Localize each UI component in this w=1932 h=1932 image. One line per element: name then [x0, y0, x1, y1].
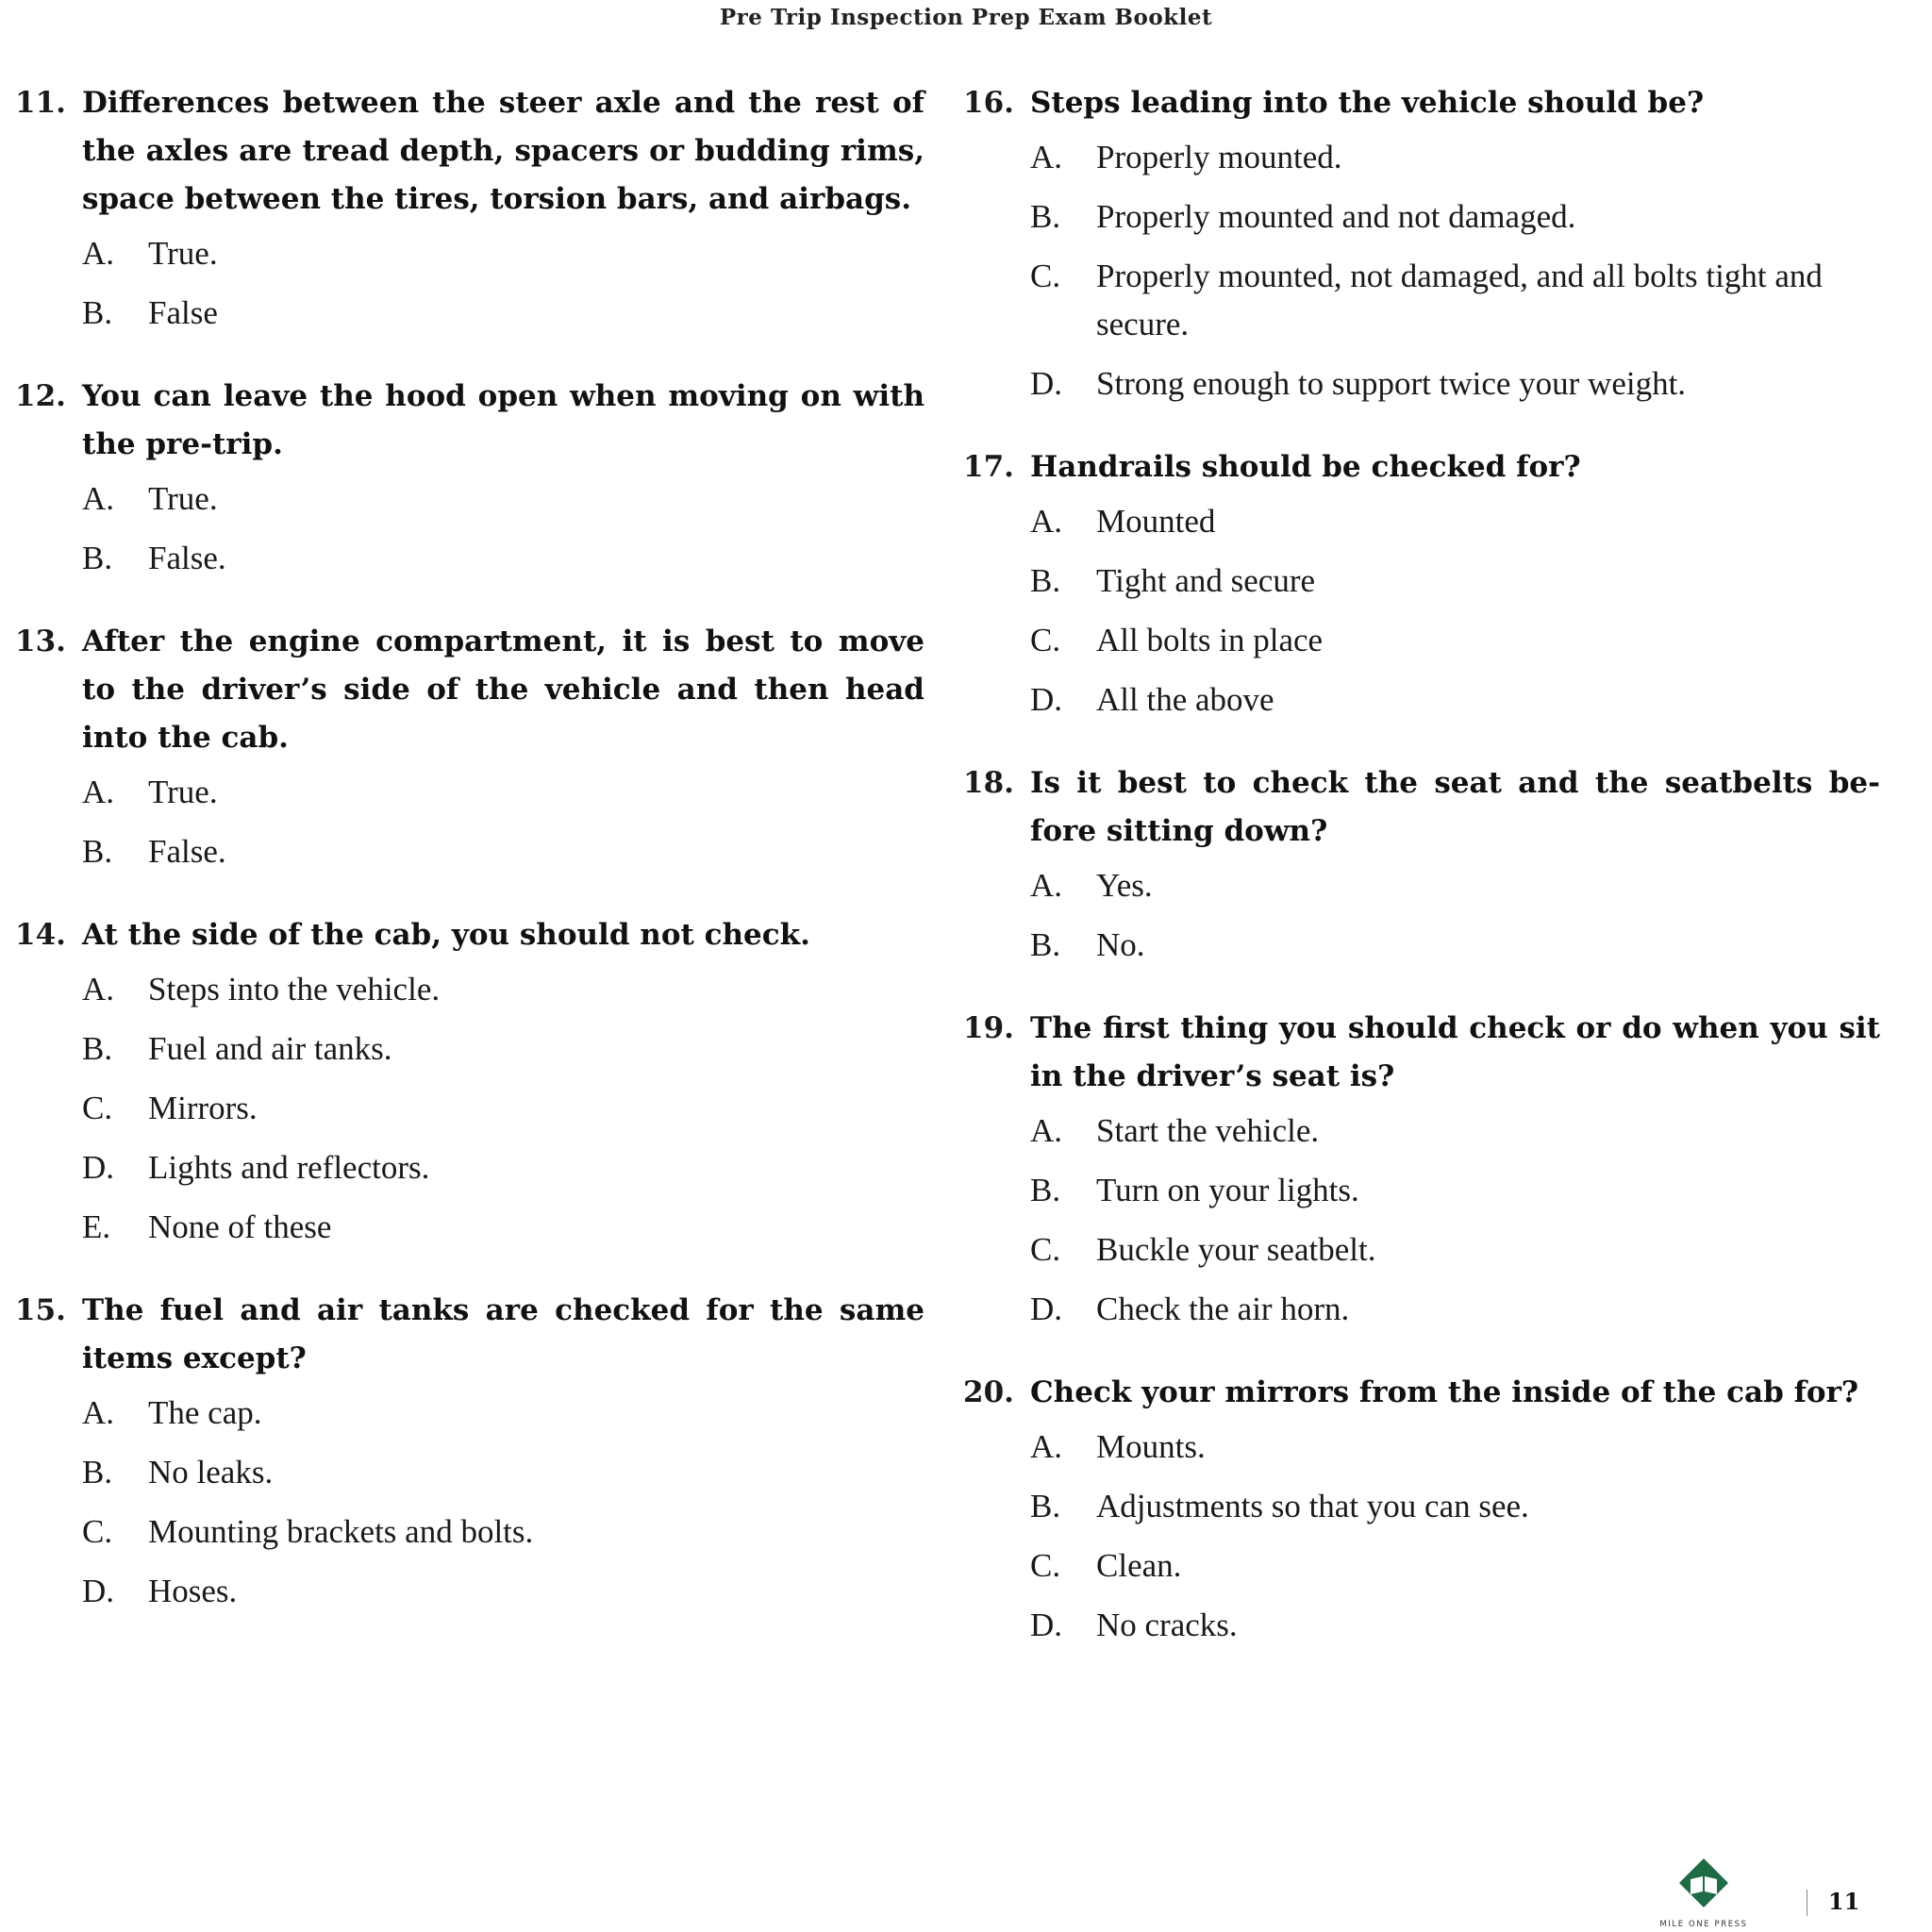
option-text: Mounts. [1096, 1428, 1206, 1465]
question-number: 19. [963, 1011, 1014, 1045]
option-text: False. [148, 833, 226, 870]
question-text: The fuel and air tanks are checked for the same items except? [82, 1293, 924, 1375]
logo-diamond [1679, 1858, 1728, 1907]
answer-option [963, 1166, 1880, 1214]
option-letter: B. [1030, 1172, 1061, 1208]
question-text: Differences between the steer axle and the rest of the axles are tread depth, spacers or budding rims, space between the tires, torsion bars, and airbags. [82, 86, 924, 216]
question [15, 373, 924, 582]
answer-options [963, 497, 1880, 724]
answer-option [15, 475, 924, 523]
option-text: False [148, 294, 218, 331]
option-text: True. [148, 774, 218, 810]
answer-option [963, 359, 1880, 408]
option-letter: D. [1030, 1291, 1063, 1327]
option-text: Adjustments so that you can see. [1096, 1488, 1529, 1524]
running-header: Pre Trip Inspection Prep Exam Booklet [719, 5, 1213, 30]
option-text: Properly mounted, not damaged, and all bolts tight and secure. [1096, 258, 1823, 342]
option-text: Properly mounted and not damaged. [1096, 198, 1576, 235]
answer-option [963, 861, 1880, 909]
option-letter: B. [1030, 926, 1061, 963]
page-number: 11 [1828, 1888, 1860, 1915]
option-letter: B. [82, 540, 113, 576]
answer-option [963, 616, 1880, 664]
question-number: 16. [963, 86, 1014, 120]
option-text: Mounting brackets and bolts. [148, 1513, 534, 1550]
question-number: 18. [963, 766, 1014, 800]
question-text: At the side of the cab, you should not check. [82, 918, 810, 952]
question-text: Handrails should be checked for? [1030, 450, 1581, 484]
option-letter: C. [82, 1513, 113, 1550]
option-letter: B. [1030, 1488, 1061, 1524]
option-letter: D. [82, 1149, 115, 1186]
answer-option [15, 534, 924, 582]
option-letter: C. [1030, 258, 1061, 294]
question-number: 14. [15, 918, 66, 952]
question-number: 20. [963, 1375, 1014, 1409]
option-letter: A. [82, 1394, 115, 1431]
question-text: You can leave the hood open when moving on with the pre-trip. [82, 379, 924, 461]
option-text: Tight and secure [1096, 562, 1316, 599]
answer-option [963, 497, 1880, 545]
option-letter: B. [82, 1454, 113, 1491]
option-letter: C. [82, 1090, 113, 1126]
option-text: Strong enough to support twice your weight. [1096, 365, 1687, 402]
option-letter: A. [82, 480, 115, 517]
option-letter: D. [1030, 681, 1063, 718]
option-letter: D. [1030, 365, 1063, 402]
left-column [15, 79, 924, 1651]
answer-option [15, 1203, 924, 1251]
answer-option [15, 1448, 924, 1496]
answer-options [15, 1389, 924, 1615]
question-number: 17. [963, 450, 1014, 484]
option-text: None of these [148, 1208, 332, 1245]
option-letter: A. [1030, 867, 1063, 904]
question-number: 12. [15, 379, 66, 413]
question [963, 1005, 1880, 1333]
answer-option [15, 768, 924, 816]
option-letter: C. [1030, 622, 1061, 658]
question-number: 15. [15, 1293, 66, 1327]
option-letter: C. [1030, 1547, 1061, 1584]
option-text: All the above [1096, 681, 1274, 718]
answer-option [15, 827, 924, 875]
option-letter: C. [1030, 1231, 1061, 1268]
answer-option [15, 965, 924, 1013]
question [15, 618, 924, 875]
answer-options [963, 133, 1880, 408]
option-text: Turn on your lights. [1096, 1172, 1359, 1208]
option-letter: A. [82, 235, 115, 272]
option-letter: B. [82, 1030, 113, 1067]
answer-option [963, 1601, 1880, 1649]
option-letter: B. [1030, 562, 1061, 599]
answer-options [963, 1423, 1880, 1649]
question-number: 11. [15, 86, 66, 120]
answer-option [963, 1107, 1880, 1155]
option-letter: A. [1030, 1428, 1063, 1465]
option-text: All bolts in place [1096, 622, 1324, 658]
option-letter: B. [82, 294, 113, 331]
question [15, 79, 924, 337]
right-column [963, 79, 1880, 1685]
option-text: True. [148, 480, 218, 517]
answer-option [963, 252, 1880, 348]
question-text: Check your mirrors from the inside of the cab for? [1030, 1375, 1859, 1409]
option-letter: A. [1030, 1112, 1063, 1149]
option-text: Steps into the vehicle. [148, 971, 441, 1008]
option-text: Clean. [1096, 1547, 1182, 1584]
answer-options [15, 768, 924, 875]
answer-option [963, 192, 1880, 241]
answer-option [963, 1225, 1880, 1274]
answer-option [15, 289, 924, 337]
option-text: Properly mounted. [1096, 139, 1342, 175]
option-text: Mirrors. [148, 1090, 258, 1126]
answer-option [963, 1285, 1880, 1333]
question-text: Is it best to check the seat and the seatbelts be-fore sitting down? [1030, 766, 1880, 848]
question-text: Steps leading into the vehicle should be? [1030, 86, 1705, 120]
answer-options [963, 861, 1880, 969]
option-letter: A. [1030, 139, 1063, 175]
option-text: No. [1096, 926, 1145, 963]
question [963, 443, 1880, 724]
answer-option [15, 229, 924, 277]
question [963, 79, 1880, 408]
answer-option [963, 133, 1880, 181]
option-text: Lights and reflectors. [148, 1149, 430, 1186]
question-text: The first thing you should check or do when you sit in the driver’s seat is? [1030, 1011, 1880, 1093]
answer-option [15, 1143, 924, 1191]
answer-options [963, 1107, 1880, 1333]
answer-option [15, 1084, 924, 1132]
option-letter: D. [82, 1573, 115, 1609]
publisher-name: MILE ONE PRESS [1659, 1920, 1748, 1929]
question-number: 13. [15, 625, 66, 658]
option-text: Hoses. [148, 1573, 238, 1609]
answer-option [15, 1507, 924, 1556]
answer-options [15, 475, 924, 582]
answer-option [963, 1423, 1880, 1471]
option-letter: A. [82, 774, 115, 810]
option-letter: A. [1030, 503, 1063, 540]
answer-option [963, 1482, 1880, 1530]
option-letter: B. [82, 833, 113, 870]
option-text: Check the air horn. [1096, 1291, 1350, 1327]
question [15, 1287, 924, 1615]
question-text: After the engine compartment, it is best to move to the driver’s side of the vehicle and then head into the cab. [82, 625, 924, 755]
option-letter: D. [1030, 1607, 1063, 1643]
option-text: Start the vehicle. [1096, 1112, 1320, 1149]
answer-option [963, 1541, 1880, 1590]
option-text: Mounted [1096, 503, 1216, 540]
option-text: No leaks. [148, 1454, 274, 1491]
answer-option [963, 921, 1880, 969]
answer-option [963, 675, 1880, 724]
answer-option [963, 557, 1880, 605]
option-letter: B. [1030, 198, 1061, 235]
answer-option [15, 1567, 924, 1615]
answer-options [15, 965, 924, 1251]
answer-options [15, 229, 924, 337]
option-text: Buckle your seatbelt. [1096, 1231, 1376, 1268]
question [15, 911, 924, 1251]
option-text: The cap. [148, 1394, 262, 1431]
answer-option [15, 1389, 924, 1437]
question [963, 1369, 1880, 1649]
option-letter: A. [82, 971, 115, 1008]
option-text: No cracks. [1096, 1607, 1238, 1643]
question [963, 759, 1880, 969]
option-letter: E. [82, 1208, 111, 1245]
publisher-logo [1655, 1857, 1753, 1932]
option-text: True. [148, 235, 218, 272]
option-text: Yes. [1096, 867, 1153, 904]
option-text: False. [148, 540, 226, 576]
answer-option [15, 1024, 924, 1073]
option-text: Fuel and air tanks. [148, 1030, 392, 1067]
